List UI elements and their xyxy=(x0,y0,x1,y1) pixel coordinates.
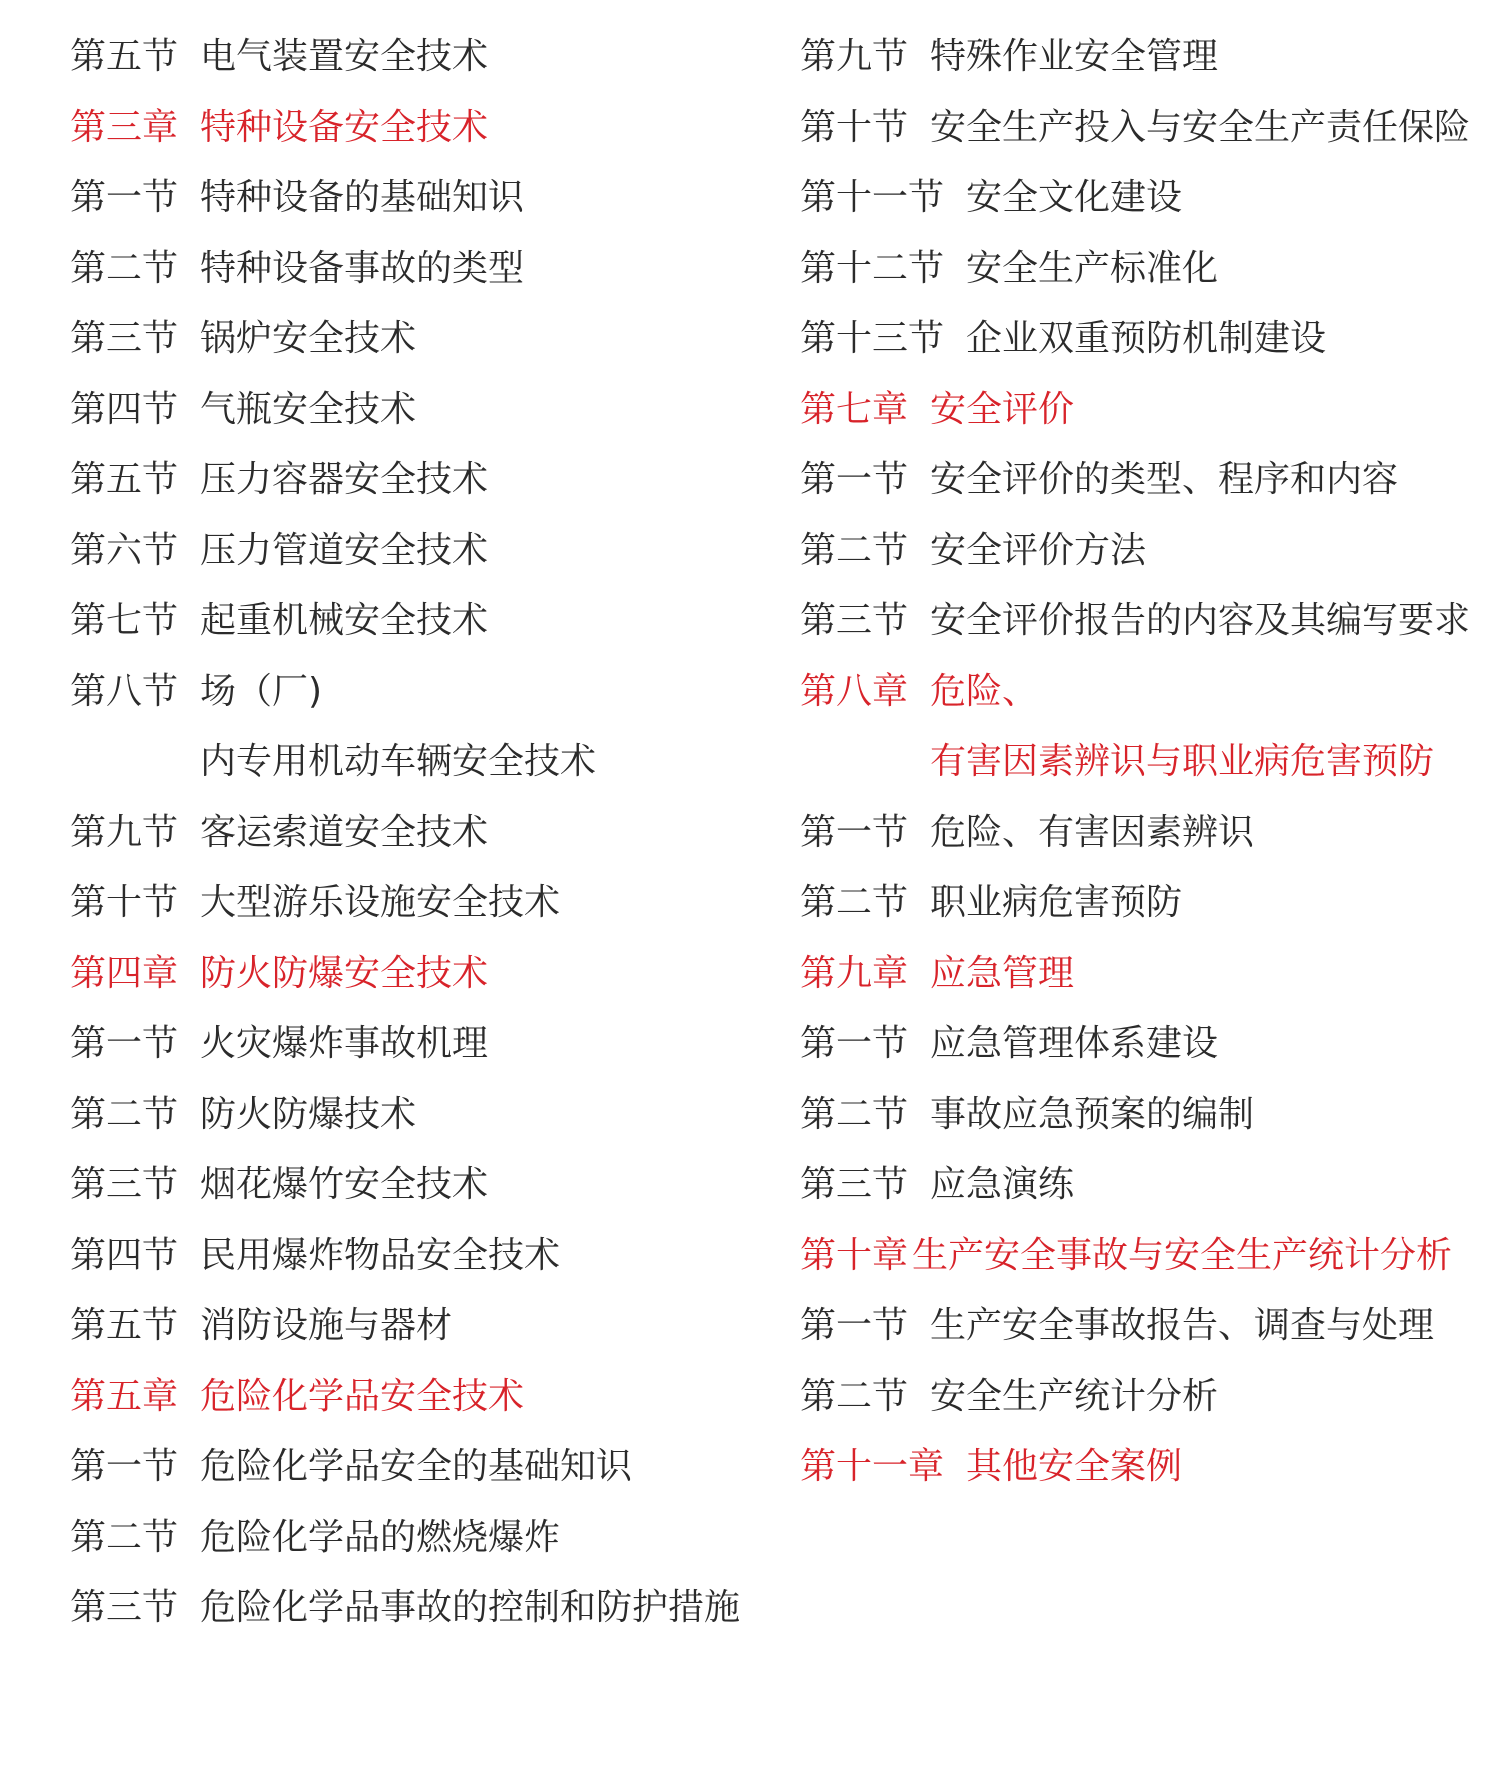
section-number: 第十三节 xyxy=(800,318,945,359)
chapter-title: 生产安全事故与安全生产统计分析 xyxy=(912,1234,1453,1276)
toc-section-entry xyxy=(800,868,1480,939)
section-title: 应急演练 xyxy=(930,1164,1075,1205)
section-number: 第二节 xyxy=(800,529,909,571)
chapter-number: 第十一章 xyxy=(800,1446,945,1487)
chapter-title: 危险、有害因素辨识与职业病危害预防 xyxy=(930,670,1435,782)
section-title: 气瓶安全技术 xyxy=(200,388,417,430)
section-title: 锅炉安全技术 xyxy=(200,318,417,359)
section-number: 第一节 xyxy=(800,459,909,500)
section-title: 防火防爆技术 xyxy=(200,1093,417,1135)
toc-section-entry xyxy=(70,516,710,587)
toc-section-entry xyxy=(800,1150,1480,1221)
chapter-number: 第八章 xyxy=(800,670,909,712)
section-title: 烟花爆竹安全技术 xyxy=(200,1164,489,1205)
section-number: 第一节 xyxy=(70,1446,179,1487)
section-title: 特殊作业安全管理 xyxy=(930,36,1219,77)
section-number: 第五节 xyxy=(70,36,179,77)
toc-section-entry xyxy=(800,445,1480,516)
section-title: 电气装置安全技术 xyxy=(200,36,489,77)
chapter-title: 安全评价 xyxy=(930,388,1075,430)
toc-section-entry xyxy=(800,22,1480,93)
section-number: 第五节 xyxy=(70,459,179,500)
toc-section-entry xyxy=(70,22,710,93)
section-number: 第三节 xyxy=(70,1164,179,1205)
section-title: 安全文化建设 xyxy=(966,177,1183,218)
toc-section-entry xyxy=(800,163,1480,234)
toc-section-entry xyxy=(800,93,1480,164)
section-number: 第一节 xyxy=(70,177,179,218)
toc-right-column xyxy=(800,22,1480,1503)
section-title: 消防设施与器材 xyxy=(200,1305,453,1346)
section-title: 事故应急预案的编制 xyxy=(930,1093,1255,1135)
chapter-number: 第九章 xyxy=(800,952,909,994)
section-title: 场（厂)内专用机动车辆安全技术 xyxy=(200,670,597,782)
section-title: 危险化学品事故的控制和防护措施 xyxy=(200,1587,741,1628)
toc-section-entry xyxy=(800,798,1480,869)
section-title: 安全评价的类型、程序和内容 xyxy=(930,459,1399,500)
toc-section-entry xyxy=(70,1573,741,1644)
toc-section-entry xyxy=(70,304,710,375)
chapter-number: 第十章 xyxy=(800,1234,909,1276)
toc-section-entry xyxy=(70,234,710,305)
toc-section-entry xyxy=(800,234,1480,305)
section-title: 压力容器安全技术 xyxy=(200,459,489,500)
chapter-title: 应急管理 xyxy=(930,952,1075,994)
toc-section-entry xyxy=(800,586,1480,657)
section-number: 第五节 xyxy=(70,1305,179,1346)
toc-chapter-entry xyxy=(70,93,710,164)
section-number: 第八节 xyxy=(70,670,179,712)
section-number: 第四节 xyxy=(70,388,179,430)
section-title: 企业双重预防机制建设 xyxy=(966,318,1327,359)
section-title: 安全评价方法 xyxy=(930,529,1147,571)
section-title: 大型游乐设施安全技术 xyxy=(200,882,561,923)
section-number: 第三节 xyxy=(800,1164,909,1205)
section-number: 第十节 xyxy=(70,882,179,923)
toc-section-entry xyxy=(800,1291,1480,1362)
toc-section-entry xyxy=(70,657,710,798)
section-number: 第二节 xyxy=(800,1375,909,1417)
section-number: 第六节 xyxy=(70,529,179,571)
section-title: 客运索道安全技术 xyxy=(200,811,489,853)
chapter-number: 第五章 xyxy=(70,1375,179,1417)
section-title: 压力管道安全技术 xyxy=(200,529,489,571)
section-title: 安全生产标准化 xyxy=(966,247,1219,289)
chapter-number: 第七章 xyxy=(800,388,909,430)
section-title: 安全生产投入与安全生产责任保险 xyxy=(930,106,1471,148)
section-number: 第九节 xyxy=(70,811,179,853)
section-title: 安全生产统计分析 xyxy=(930,1375,1219,1417)
chapter-title: 特种设备安全技术 xyxy=(200,106,489,148)
toc-chapter-entry xyxy=(800,1432,1480,1503)
section-title: 危险、有害因素辨识 xyxy=(930,811,1255,853)
section-title: 特种设备事故的类型 xyxy=(200,247,525,289)
toc-chapter-entry xyxy=(800,939,1480,1010)
toc-chapter-entry xyxy=(800,657,1480,798)
section-number: 第二节 xyxy=(800,1093,909,1135)
toc-chapter-entry xyxy=(800,375,1480,446)
section-title: 安全评价报告的内容及其编写要求 xyxy=(930,600,1471,641)
section-number: 第二节 xyxy=(70,1516,179,1558)
section-title: 特种设备的基础知识 xyxy=(200,177,525,218)
section-number: 第二节 xyxy=(70,247,179,289)
section-number: 第三节 xyxy=(800,600,909,641)
toc-section-entry xyxy=(800,1009,1480,1080)
section-title: 危险化学品的燃烧爆炸 xyxy=(200,1516,561,1558)
toc-section-entry xyxy=(70,1221,710,1292)
toc-section-entry xyxy=(70,586,710,657)
section-title: 应急管理体系建设 xyxy=(930,1023,1219,1064)
toc-section-entry xyxy=(70,1291,710,1362)
toc-section-entry xyxy=(800,304,1480,375)
toc-section-entry xyxy=(70,445,710,516)
toc-section-entry xyxy=(70,163,710,234)
section-number: 第十节 xyxy=(800,106,909,148)
section-number: 第一节 xyxy=(70,1023,179,1064)
toc-section-entry xyxy=(70,1432,710,1503)
toc-section-entry xyxy=(70,375,710,446)
section-title: 危险化学品安全的基础知识 xyxy=(200,1446,633,1487)
toc-section-entry xyxy=(70,1009,710,1080)
section-number: 第二节 xyxy=(800,882,909,923)
section-title: 火灾爆炸事故机理 xyxy=(200,1023,489,1064)
section-title: 民用爆炸物品安全技术 xyxy=(200,1234,561,1276)
section-number: 第一节 xyxy=(800,811,909,853)
section-number: 第十一节 xyxy=(800,177,945,218)
chapter-number: 第三章 xyxy=(70,106,179,148)
toc-section-entry xyxy=(70,868,710,939)
section-title: 生产安全事故报告、调查与处理 xyxy=(930,1305,1435,1346)
toc-section-entry xyxy=(800,1080,1480,1151)
section-number: 第四节 xyxy=(70,1234,179,1276)
toc-chapter-entry xyxy=(70,1362,710,1433)
section-number: 第九节 xyxy=(800,36,909,77)
chapter-number: 第四章 xyxy=(70,952,179,994)
chapter-title: 危险化学品安全技术 xyxy=(200,1375,525,1417)
toc-section-entry xyxy=(800,1362,1480,1433)
toc-section-entry xyxy=(70,1150,710,1221)
section-number: 第一节 xyxy=(800,1023,909,1064)
toc-section-entry xyxy=(800,516,1480,587)
toc-chapter-entry xyxy=(800,1221,1480,1292)
section-number: 第七节 xyxy=(70,600,179,641)
section-number: 第三节 xyxy=(70,318,179,359)
toc-section-entry xyxy=(70,1080,710,1151)
toc-section-entry xyxy=(70,1503,710,1574)
toc-left-column xyxy=(70,22,741,1644)
section-title: 起重机械安全技术 xyxy=(200,600,489,641)
chapter-title: 其他安全案例 xyxy=(966,1446,1183,1487)
section-title: 职业病危害预防 xyxy=(930,882,1183,923)
section-number: 第一节 xyxy=(800,1305,909,1346)
section-number: 第三节 xyxy=(70,1587,179,1628)
toc-chapter-entry xyxy=(70,939,710,1010)
toc-section-entry xyxy=(70,798,710,869)
section-number: 第十二节 xyxy=(800,247,945,289)
chapter-title: 防火防爆安全技术 xyxy=(200,952,489,994)
section-number: 第二节 xyxy=(70,1093,179,1135)
